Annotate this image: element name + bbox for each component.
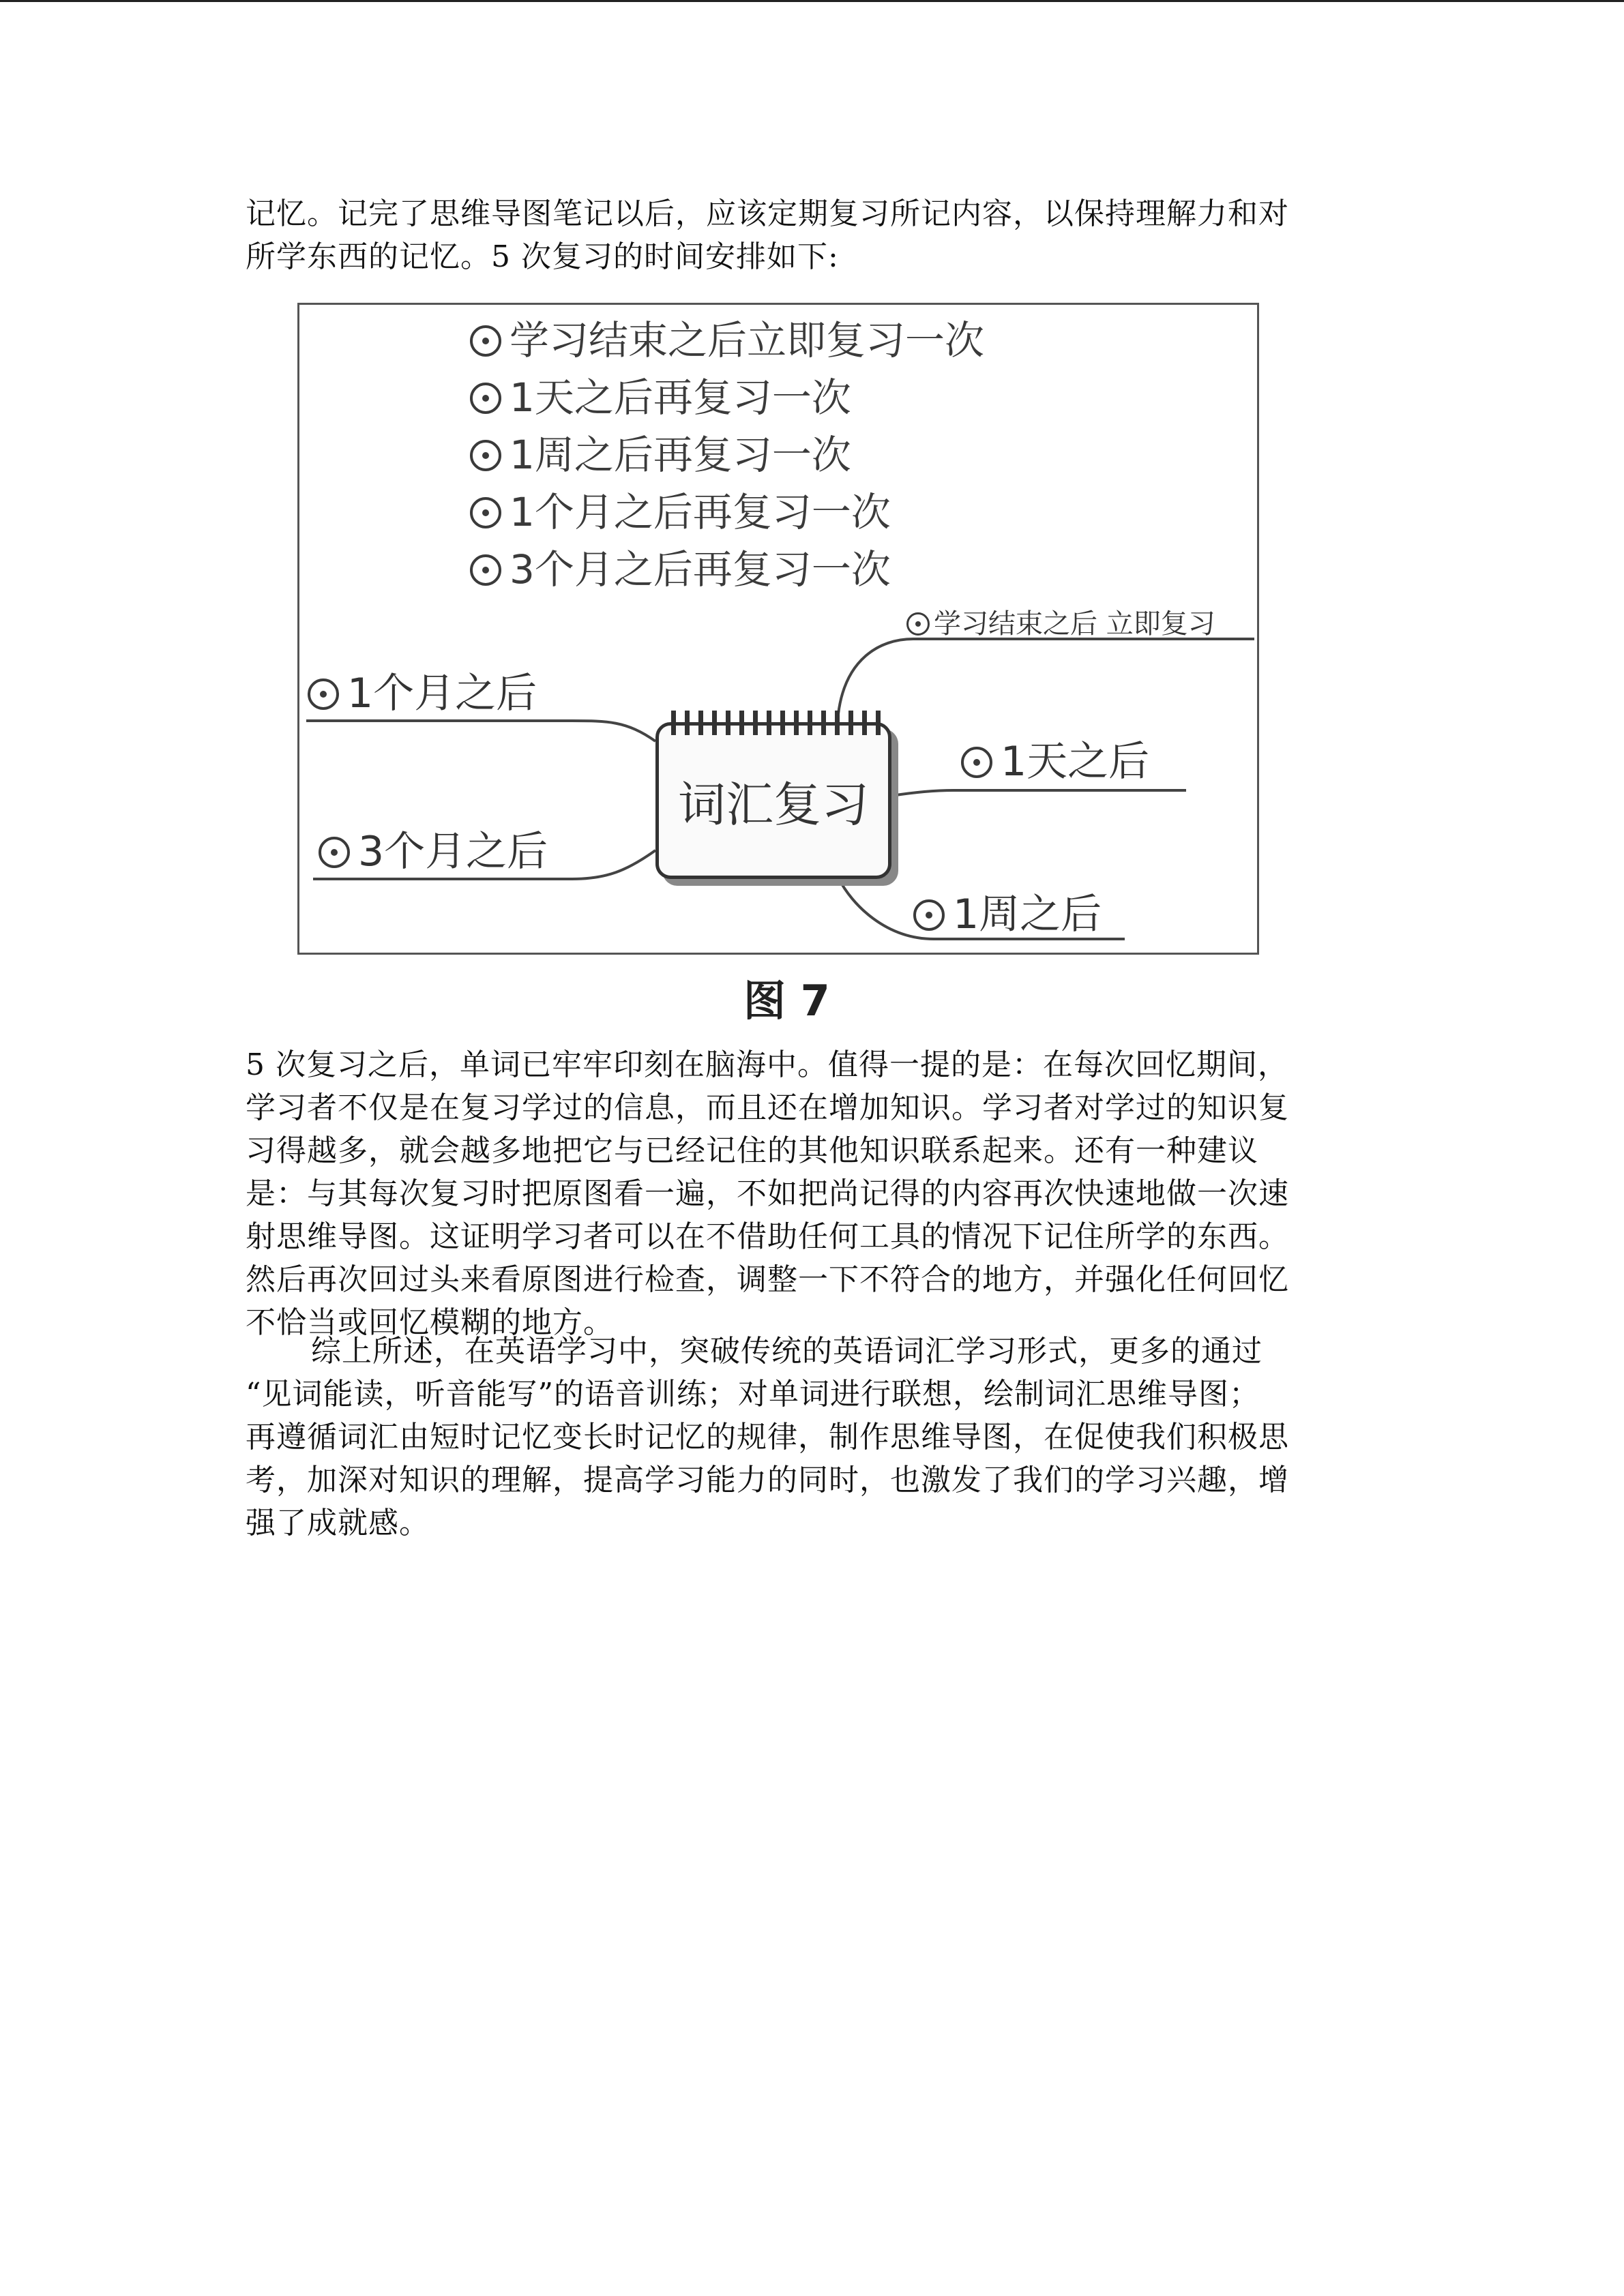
circle-dot-icon	[319, 837, 350, 868]
schedule-item: 1个月之后再复习一次	[470, 483, 984, 541]
text-line: 然后再次回过头来看原图进行检查，调整一下不符合的地方，并强化任何回忆	[246, 1262, 1289, 1297]
paragraph-intro	[246, 192, 1364, 278]
review-schedule-list	[470, 312, 984, 598]
circle-dot-icon	[470, 325, 501, 357]
figure-7-mindmap	[297, 303, 1259, 955]
circle-dot-icon	[470, 383, 501, 414]
paragraph-summary	[246, 1330, 1364, 1545]
branch-top-right: 学习结束之后 立即复习	[906, 602, 1215, 641]
text-line: 5 次复习之后，单词已牢牢印刻在脑海中。值得一提的是：在每次回忆期间，	[246, 1047, 1288, 1082]
text-line: 所学东西的记忆。5 次复习的时间安排如下:	[246, 239, 839, 274]
paragraph-review-notes	[246, 1043, 1364, 1344]
schedule-item: 3个月之后再复习一次	[470, 541, 984, 598]
branch-line-left-top	[306, 721, 655, 741]
text-line: 射思维导图。这证明学习者可以在不借助任何工具的情况下记住所学的东西。	[246, 1219, 1289, 1254]
branch-right: 1天之后	[961, 729, 1149, 788]
branch-line-right	[891, 790, 1186, 796]
circle-dot-icon	[961, 747, 992, 778]
schedule-item: 1天之后再复习一次	[470, 369, 984, 426]
text-line: 强了成就感。	[246, 1506, 430, 1540]
text-line: 是：与其每次复习时把原图看一遍，不如把尚记得的内容再次快速地做一次速	[246, 1176, 1289, 1211]
circle-dot-icon	[906, 612, 930, 636]
branch-left-top: 1个月之后	[308, 661, 537, 719]
circle-dot-icon	[308, 679, 339, 710]
figure-caption: 图 7	[743, 976, 830, 1026]
branch-line-top-right	[838, 639, 1254, 714]
text-line: 记忆。记完了思维导图笔记以后，应该定期复习所记内容，以保持理解力和对	[246, 196, 1289, 231]
center-label: 词汇复习	[678, 777, 869, 833]
circle-dot-icon	[470, 440, 501, 471]
text-line: 综上所述，在英语学习中，突破传统的英语词汇学习形式，更多的通过	[311, 1334, 1263, 1369]
text-line: “见词能读，听音能写”的语音训练；对单词进行联想，绘制词汇思维导图；	[246, 1377, 1260, 1412]
center-notebook-card	[655, 722, 891, 879]
notebook-rings-icon	[671, 711, 883, 735]
circle-dot-icon	[470, 554, 501, 586]
text-line: 再遵循词汇由短时记忆变长时记忆的规律，制作思维导图，在促使我们积极思	[246, 1420, 1289, 1455]
branch-bottom-right: 1周之后	[913, 882, 1102, 940]
schedule-item: 学习结束之后立即复习一次	[470, 312, 984, 369]
schedule-item: 1周之后再复习一次	[470, 426, 984, 483]
text-line: 考，加深对知识的理解，提高学习能力的同时，也激发了我们的学习兴趣，增	[246, 1463, 1289, 1497]
text-line: 不恰当或回忆模糊的地方。	[246, 1305, 614, 1340]
branch-left-bottom: 3个月之后	[319, 819, 548, 878]
text-line: 习得越多，就会越多地把它与已经记住的其他知识联系起来。还有一种建议	[246, 1133, 1258, 1168]
text-line: 学习者不仅是在复习学过的信息，而且还在增加知识。学习者对学过的知识复	[246, 1090, 1289, 1125]
page-top-rule	[0, 0, 1624, 2]
circle-dot-icon	[913, 899, 945, 931]
circle-dot-icon	[470, 497, 501, 528]
